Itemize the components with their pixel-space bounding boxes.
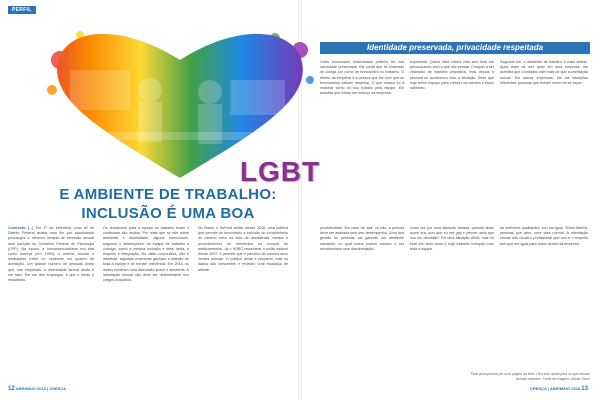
right-page xyxy=(300,0,600,400)
section-tag: PERFIL xyxy=(8,6,36,14)
left-column-1-text: Em 1º de setembro, uma lei do Distrito Federal acaba uma fim por autorizando psicólogos a oferecer terapia de reversão sexual sem punição do Conselho Federal de Psicologia (CFP). Na época, a homossexualidade era tida como doença (em 1990); o melhor mundo e instituições exibe no horizonte um quadro de aceitação. Um grande número de pessoas conta que, nas empresas, a diversidade sexual ainda é um tabu. Em um dos empregos, é que o medo é ressaltado. xyxy=(8,226,94,283)
right-column-4-text: produtividade. Em caso de 'sair' ou não, a pessoa deve ser avaliada pelo seu desempenho. Uma boa gestão de pessoas vai garantir um ambiente saudável, no qual todos podem crescer e ser reconhecidos sem discriminação. xyxy=(320,226,404,251)
folio-right xyxy=(530,386,588,392)
left-column-2 xyxy=(103,226,189,378)
right-column-2-text: experiente. Quero viver minha vida sem ficar me preocupando com o que vão pensar. Cheguei a ser chamado de maneira pejorativa, mas depois o pessoal se acostumou com a situação. Sinto que hoje tenho espaço para crescer na carreira e estou satisfeito. xyxy=(410,60,494,91)
title-line-2: E AMBIENTE DE TRABALHO: xyxy=(59,186,277,203)
right-column-6-text: de melhores qualidades, sou um igual. Tenho família, pessoas que amo, uma vida normal. A orientação sexual não muda o profissional que sou e o respeito tem que ser igual para todos dentro da empresa. xyxy=(500,226,588,246)
right-column-2 xyxy=(410,60,494,220)
folio-left-text: ABR/MAIO 2018 | CRESÇA xyxy=(15,386,67,391)
right-column-5 xyxy=(410,226,494,376)
right-column-1 xyxy=(320,60,404,220)
folio-right-text: CRESÇA | ABR/MAIO 2018 xyxy=(530,386,581,391)
folio-left xyxy=(8,386,66,392)
right-column-3-text: Segundo ele, o ambiente de trabalho é mais aberto. Após mais de dez anos em uma empresa, ele acredita que o trabalho vale mais do que a orientação sexual. Em outras empresas, ele via situações diferentes, pessoas que tinham medo de se expor. xyxy=(500,60,588,85)
left-column-3 xyxy=(198,226,288,378)
left-column-2-text: Os obstáculos para a equipe no trabalho foram e continuam são muitos. Por mais que se fale sobre ambiente e diversidade, alguns mencionam, segundo o desempenho da equipe de trabalho e consigo, como a mesma inclusão é feita, lenta, e respeito e integração. Na visão corporativa, não é diferente: algumas empresas ganham a adesão de toda a equipe e se tornam referência. Em 2016, os dados mostram uma discussão sobre o ambiente. A orientação sexual não deve ser determinante dos cargos ocupados. xyxy=(103,226,189,283)
image-credit: Para acompanhar por uma página da letra. Otra com ajuda para os que nossos demais relações. Fonte da imagem: Adobe Stock xyxy=(470,372,590,381)
right-column-5-text: vinca vez por uma situação dessas, quando disse quem era, ouvi que eu era gay e pensei: será que vou ser demitido? Foi uma situação difícil, mas no final deu tudo certo e hoje trabalho tranquilo com toda a equipe. xyxy=(410,226,494,251)
subhead: Identidade preservada, privacidade respeitada xyxy=(366,43,544,52)
lead-in: Comissão (...) xyxy=(8,226,34,230)
right-column-1-text: Outro funcionário entrevistado preferiu ter sua identidade preservada. Ele conta que foi chamado de colega por nome de brincadeira no trabalho. O diretor da empresa é a pessoa que faz com que os funcionários saibam respeitar. O que mudou foi a maneira como eu sou tratado pela equipe. Ele acredita que existe um esforço da empresa. xyxy=(320,60,404,96)
page-number-right: 13 xyxy=(581,386,588,392)
right-column-4 xyxy=(320,226,404,376)
right-column-3 xyxy=(500,60,588,220)
title-line-3: INCLUSÃO É UMA BOA xyxy=(81,205,255,222)
left-column-1 xyxy=(8,226,94,378)
left-column-3-text: No Brasil, o DuPont adota, desde 2016, uma política que permite ao funcionário a inclusão do companheiro do mesmo sexo na lista de assistência médica e procedimentos de reembolso na compra de medicamentos. Já o HSBC reconhece a união estável desde 2007, e permite que o parceiro do mesmo sexo receba pensão. O público ainda é pequeno, mas os dados são crescentes e revelam uma mudança de atitude. xyxy=(198,226,288,272)
page-number-left: 12 xyxy=(8,386,15,392)
right-column-6 xyxy=(500,226,588,366)
title-lgbt: LGBT xyxy=(239,156,321,187)
